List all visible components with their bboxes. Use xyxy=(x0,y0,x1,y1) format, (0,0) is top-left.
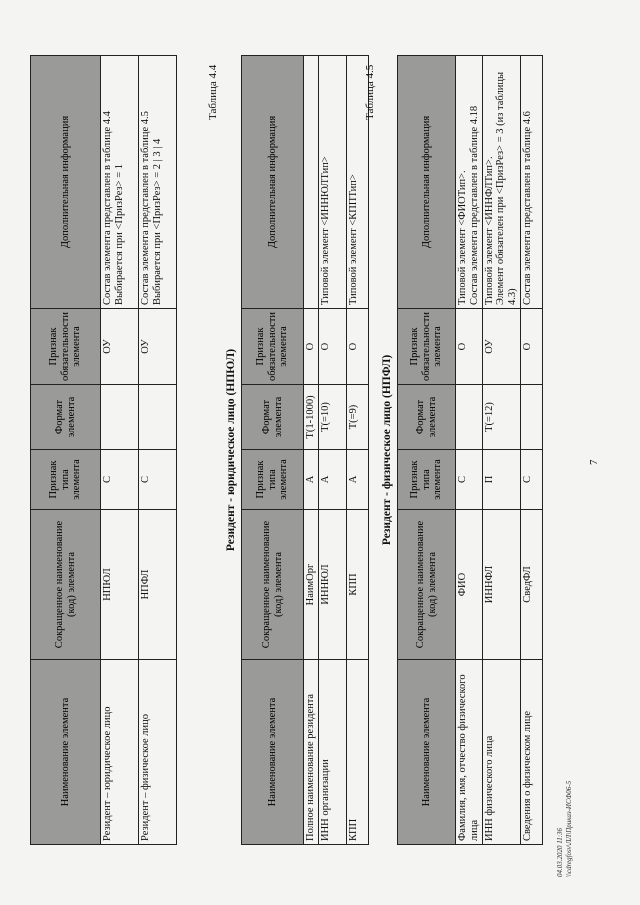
col-header-info: Дополнительная информация xyxy=(242,56,304,309)
cell-name: Полное наименование резидента xyxy=(304,660,319,845)
table-header-row xyxy=(398,56,456,845)
cell-name: ИНН организации xyxy=(318,660,346,845)
cell-info xyxy=(101,56,139,309)
table-row xyxy=(456,56,483,845)
cell-code: ИННФЛ xyxy=(482,510,520,660)
col-header-required: Признак обязательности элемента xyxy=(398,309,456,385)
table-resident-legal-entity xyxy=(241,55,369,845)
cell-info xyxy=(456,56,483,309)
print-footer xyxy=(556,781,574,877)
cell-type: А xyxy=(346,450,368,510)
cell-required: О xyxy=(304,309,319,385)
cell-code: НПФЛ xyxy=(139,510,177,660)
file-path: \\cdregfosv\ЛЛ\Приказ-ИСФ06-5 xyxy=(564,780,573,877)
cell-required: О xyxy=(346,309,368,385)
cell-info: Типовой элемент <ИННЮЛТип> xyxy=(318,56,346,309)
info-line: Типовой элемент <ИННФЛТип>. xyxy=(483,156,495,306)
cell-format xyxy=(456,385,483,450)
cell-required: О xyxy=(520,309,542,385)
col-header-info: Дополнительная информация xyxy=(398,56,456,309)
table-header-row xyxy=(242,56,304,845)
info-line: Элемент обязателен при <ПризРез> = 3 (из таблицы 4.3) xyxy=(495,71,518,306)
cell-format: T(=12) xyxy=(482,385,520,450)
cell-format xyxy=(139,385,177,450)
table-elements-continued xyxy=(30,55,177,845)
table-row xyxy=(101,56,139,845)
col-header-format: Формат элемента xyxy=(398,385,456,450)
cell-required: ОУ xyxy=(482,309,520,385)
cell-name: Фамилия, имя, отчество физического лица xyxy=(456,660,483,845)
cell-type: П xyxy=(482,450,520,510)
cell-code: ФИО xyxy=(456,510,483,660)
cell-format: T(1-1000) xyxy=(304,385,319,450)
info-line: Состав элемента представлен в таблице 4.18 xyxy=(468,105,480,306)
info-line: Типовой элемент <ФИОТип>. xyxy=(457,170,468,306)
table-header-row xyxy=(31,56,101,845)
cell-name: ИНН физического лица xyxy=(482,660,520,845)
print-timestamp: 04.03.2020 11:36 xyxy=(556,827,564,877)
cell-name: Сведения о физическом лице xyxy=(520,660,542,845)
page-number: 7 xyxy=(588,459,600,465)
cell-code: СведФЛ xyxy=(520,510,542,660)
cell-type: С xyxy=(520,450,542,510)
cell-type: С xyxy=(101,450,139,510)
cell-info xyxy=(520,56,542,309)
cell-required: ОУ xyxy=(101,309,139,385)
col-header-info: Дополнительная информация xyxy=(31,56,101,309)
cell-format: T(=9) xyxy=(346,385,368,450)
cell-name: Резидент – юридическое лицо xyxy=(101,660,139,845)
cell-name: Резидент – физическое лицо xyxy=(139,660,177,845)
cell-type: А xyxy=(304,450,319,510)
table-row xyxy=(318,56,346,845)
cell-code: ИННЮЛ xyxy=(318,510,346,660)
col-header-type: Признак типа элемента xyxy=(398,450,456,510)
info-line: Выбирается при <ПризРез> = 1 xyxy=(113,163,125,306)
table-row xyxy=(304,56,319,845)
table-resident-individual xyxy=(397,55,543,845)
col-header-code: Сокращенное наименование (код) элемента xyxy=(242,510,304,660)
col-header-name: Наименование элемента xyxy=(398,660,456,845)
col-header-code: Сокращенное наименование (код) элемента xyxy=(398,510,456,660)
cell-format xyxy=(101,385,139,450)
table-row xyxy=(482,56,520,845)
cell-code: НПЮЛ xyxy=(101,510,139,660)
cell-type: С xyxy=(456,450,483,510)
cell-required: О xyxy=(318,309,346,385)
col-header-required: Признак обязательности элемента xyxy=(242,309,304,385)
cell-required: ОУ xyxy=(139,309,177,385)
table-row xyxy=(520,56,542,845)
cell-format xyxy=(520,385,542,450)
info-line: Состав элемента представлен в таблице 4.5 xyxy=(140,111,151,306)
cell-info xyxy=(304,56,319,309)
col-header-name: Наименование элемента xyxy=(31,660,101,845)
info-line: Состав элемента представлен в таблице 4.6 xyxy=(521,111,533,306)
cell-format: T(=10) xyxy=(318,385,346,450)
info-line: Состав элемента представлен в таблице 4.4 xyxy=(102,111,113,306)
cell-info xyxy=(482,56,520,309)
cell-code: КПП xyxy=(346,510,368,660)
col-header-type: Признак типа элемента xyxy=(242,450,304,510)
table-caption: Таблица 4.4 xyxy=(207,64,219,120)
col-header-required: Признак обязательности элемента xyxy=(31,309,101,385)
table-heading: Резидент - юридическое лицо (НПЮЛ) xyxy=(225,348,237,552)
col-header-type: Признак типа элемента xyxy=(31,450,101,510)
col-header-format: Формат элемента xyxy=(31,385,101,450)
cell-info: Типовой элемент <КППТип> xyxy=(346,56,368,309)
table-row xyxy=(139,56,177,845)
table-caption: Таблица 4.5 xyxy=(364,64,376,120)
info-line: Выбирается при <ПризРез> = 2 | 3 | 4 xyxy=(151,138,163,306)
cell-name: КПП xyxy=(346,660,368,845)
cell-info xyxy=(139,56,177,309)
cell-required: О xyxy=(456,309,483,385)
cell-code: НаимОрг xyxy=(304,510,319,660)
col-header-code: Сокращенное наименование (код) элемента xyxy=(31,510,101,660)
table-heading: Резидент - физическое лицо (НПФЛ) xyxy=(381,354,393,546)
col-header-format: Формат элемента xyxy=(242,385,304,450)
table-row xyxy=(346,56,368,845)
col-header-name: Наименование элемента xyxy=(242,660,304,845)
cell-type: А xyxy=(318,450,346,510)
cell-type: С xyxy=(139,450,177,510)
